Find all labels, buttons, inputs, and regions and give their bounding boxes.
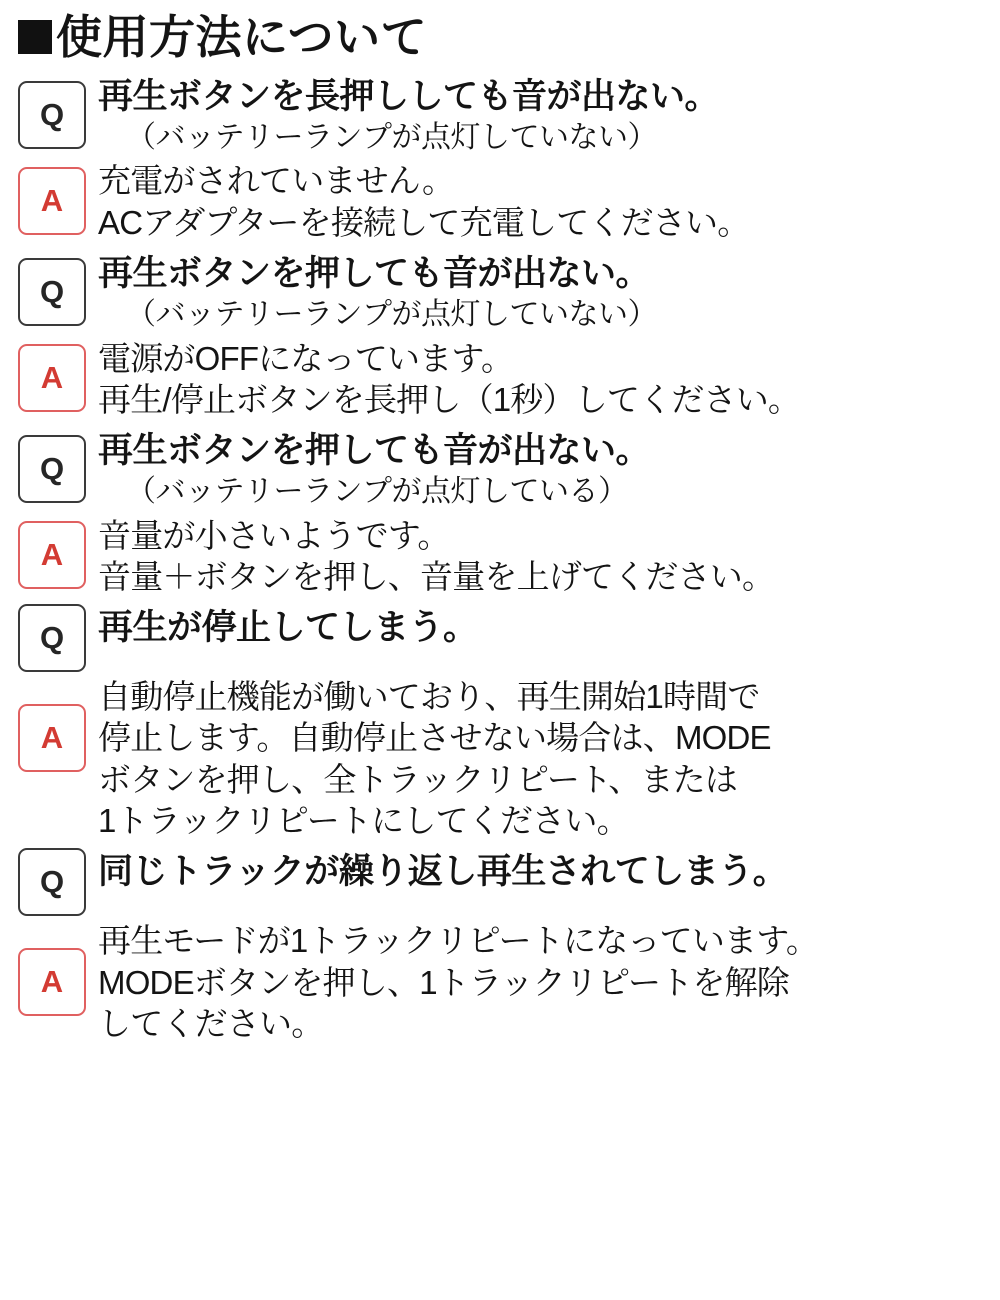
question-badge: Q [18, 435, 86, 503]
question-text-4 [98, 604, 982, 650]
question-badge: Q [18, 258, 86, 326]
question-line: 同じトラックが繰り返し再生されてしまう。 [98, 852, 788, 892]
answer-line: 充電がされていません。 [98, 162, 455, 200]
answer-line: 再生/停止ボタンを長押し（1秒）してください。 [98, 381, 801, 419]
answer-line: 電源がOFFになっています。 [98, 339, 514, 377]
answer-badge: A [18, 344, 86, 412]
answer-badge: A [18, 167, 86, 235]
question-line: 再生ボタンを長押ししても音が出ない。 [98, 76, 720, 116]
question-badge: Q [18, 81, 86, 149]
answer-line: 停止します。自動停止させない場合は、MODE [98, 719, 771, 757]
faq-list [18, 73, 982, 1045]
question-line: 再生ボタンを押しても音が出ない。 [98, 253, 651, 293]
answer-line: してください。 [98, 1005, 324, 1043]
heading-square-icon [18, 20, 52, 54]
answer-line: ACアダプターを接続して充電してください。 [98, 204, 750, 242]
question-text-5 [98, 848, 982, 894]
faq-answer-5 [18, 918, 982, 1045]
answer-text-4 [98, 674, 982, 842]
answer-line: ボタンを押し、全トラックリピート、または [98, 760, 738, 798]
question-text-2 [98, 250, 982, 334]
question-text-1 [98, 73, 982, 157]
page-title-text: 使用方法について [56, 11, 428, 63]
answer-text-2 [98, 336, 982, 421]
answer-badge: A [18, 704, 86, 772]
faq-answer-1 [18, 158, 982, 243]
faq-question-2 [18, 250, 982, 334]
answer-line: MODEボタンを押し、1トラックリピートを解除 [98, 963, 789, 1001]
faq-answer-4 [18, 674, 982, 842]
answer-text-3 [98, 513, 982, 598]
question-badge: Q [18, 604, 86, 672]
faq-question-1 [18, 73, 982, 157]
faq-answer-3 [18, 513, 982, 598]
faq-question-3 [18, 427, 982, 511]
answer-line: 音量が小さいようです。 [98, 516, 450, 554]
answer-line: 再生モードが1トラックリピートになっています。 [98, 922, 819, 960]
question-subline: （バッテリーランプが点灯していない） [126, 297, 657, 331]
question-line: 再生ボタンを押しても音が出ない。 [98, 430, 651, 470]
question-line: 再生が停止してしまう。 [98, 607, 478, 647]
answer-badge: A [18, 948, 86, 1016]
answer-text-5 [98, 918, 982, 1045]
question-subline: （バッテリーランプが点灯していない） [126, 120, 657, 154]
answer-line: 自動停止機能が働いており、再生開始1時間で [98, 677, 760, 715]
question-badge: Q [18, 848, 86, 916]
answer-line: 1トラックリピートにしてください。 [98, 802, 629, 840]
faq-question-5 [18, 848, 982, 916]
answer-line: 音量＋ボタンを押し、音量を上げてください。 [98, 558, 775, 596]
answer-text-1 [98, 158, 982, 243]
page-title [18, 12, 982, 63]
answer-badge: A [18, 521, 86, 589]
faq-question-4 [18, 604, 982, 672]
question-subline: （バッテリーランプが点灯している） [126, 474, 628, 508]
question-text-3 [98, 427, 982, 511]
faq-answer-2 [18, 336, 982, 421]
